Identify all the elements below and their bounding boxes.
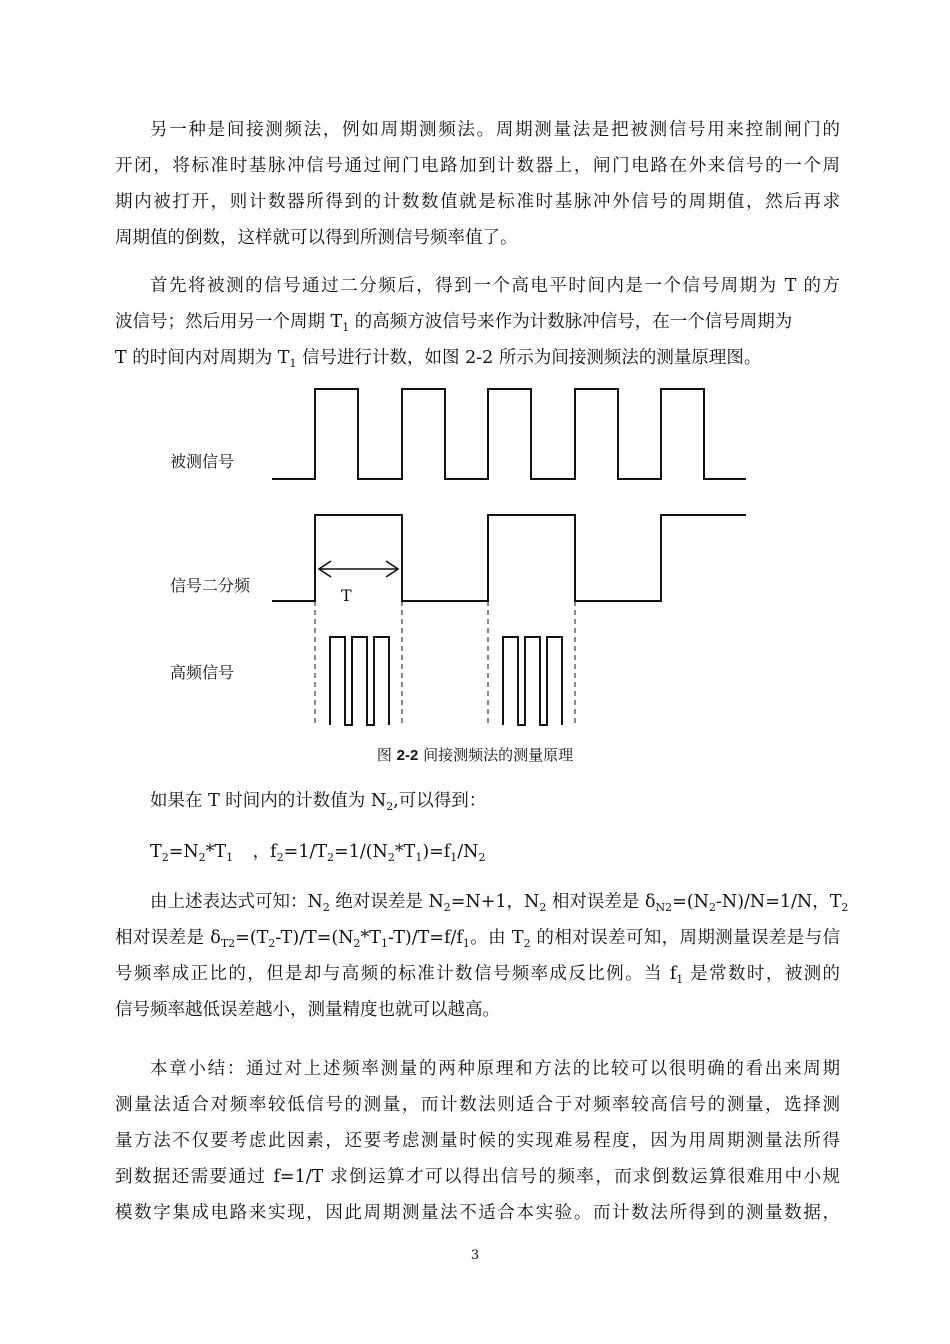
f-t6: =1/(N bbox=[334, 842, 388, 862]
p4l2-g: 的相对误差可知，周期测量误差是与信 bbox=[530, 928, 840, 948]
p4l2-s1: T2 bbox=[220, 937, 236, 950]
f-s5: 2 bbox=[327, 851, 335, 864]
p4l2-s3: 2 bbox=[353, 937, 361, 950]
para2-line3-b: 信号进行计数，如图 2-2 所示为间接测频法的测量原理图。 bbox=[296, 348, 762, 368]
label-period-t: T bbox=[341, 586, 352, 605]
f-t2: =N bbox=[168, 842, 199, 862]
f-t9: /N bbox=[457, 842, 479, 862]
f-t4: ，f bbox=[247, 842, 277, 862]
label-measured-signal: 被测信号 bbox=[170, 452, 235, 471]
para2-line2-sub: 1 bbox=[342, 321, 350, 334]
f-s8: 1 bbox=[450, 851, 458, 864]
p4l2-c: -T)/T=(N bbox=[275, 928, 354, 948]
p4l2-b: =(T bbox=[235, 928, 269, 948]
measured-signal-waveform bbox=[272, 389, 746, 479]
p4l1-s6: 2 bbox=[841, 901, 849, 914]
f-t5: =1/T bbox=[283, 842, 328, 862]
p4l2-s5: 1 bbox=[462, 937, 470, 950]
p4l1-a: 由上述表达式可知：N bbox=[150, 892, 323, 912]
f-s1: 2 bbox=[161, 851, 169, 864]
para2-line3-sub: 1 bbox=[289, 357, 297, 370]
para1-line2: 开闭，将标准时基脉冲信号通过闸门电路加到计数器上，闸门电路在外来信号的一个周 bbox=[115, 156, 840, 176]
p4l3-s1: 1 bbox=[676, 973, 684, 986]
para3-b: ,可以得到： bbox=[393, 791, 487, 811]
p4l1-e: =(N bbox=[672, 892, 709, 912]
label-highfreq-signal: 高频信号 bbox=[170, 663, 235, 682]
p4l2-d: *T bbox=[360, 928, 381, 948]
para1-line3: 期内被打开，则计数器所得到的计数数值就是标准时基脉冲外信号的周期值，然后再求 bbox=[115, 192, 840, 212]
para2-line2-b: 的高频方波信号来作为计数脉冲信号，在一个信号周期为 bbox=[349, 312, 793, 332]
p4l1-f: -N)/N=1/N，T bbox=[715, 892, 842, 912]
p4l2-f: 。由 T bbox=[469, 928, 524, 948]
para4-line1 bbox=[150, 890, 849, 914]
f-s2: 2 bbox=[198, 851, 206, 864]
p4l1-s3: 2 bbox=[539, 901, 547, 914]
highfreq-pulses-group1 bbox=[330, 637, 389, 725]
para4-line2 bbox=[115, 926, 840, 950]
p4l3-b: 是常数时，被测的 bbox=[683, 964, 840, 984]
f-t8: )=f bbox=[422, 842, 451, 862]
caption-number: 2-2 bbox=[396, 747, 419, 764]
para1-line4: 周期值的倒数，这样就可以得到所测信号频率值了。 bbox=[115, 228, 518, 248]
para2-line2-a: 波信号；然后用另一个周期 T bbox=[115, 312, 343, 332]
f-s9: 2 bbox=[478, 851, 486, 864]
label-divided-signal: 信号二分频 bbox=[170, 576, 251, 595]
para5-line5: 模数字集成电路来实现，因此周期测量法不适合本实验。而计数法所得到的测量数据， bbox=[115, 1203, 840, 1223]
f-s4: 2 bbox=[276, 851, 284, 864]
para2-line1: 首先将被测的信号通过二分频后，得到一个高电平时间内是一个信号周期为 T 的方 bbox=[150, 276, 840, 296]
f-s3: 1 bbox=[226, 851, 234, 864]
para5-line4: 到数据还需要通过 f=1/T 求倒运算才可以得出信号的频率，而求倒数运算很难用中小规 bbox=[115, 1167, 840, 1187]
f-s7: 1 bbox=[415, 851, 423, 864]
p4l3-a: 号频率成正比的，但是却与高频的标准计数信号频率成反比例。当 f bbox=[115, 964, 677, 984]
f-t3: *T bbox=[205, 842, 227, 862]
page-number: 3 bbox=[470, 1248, 480, 1263]
f-s6: 2 bbox=[387, 851, 395, 864]
f-t7: *T bbox=[394, 842, 416, 862]
para4-line3 bbox=[115, 962, 840, 986]
para5-line3: 量方法不仅要考虑此因素，还要考虑测量时候的实现难易程度，因为用周期测量法所得 bbox=[115, 1131, 840, 1151]
para4-line4: 信号频率越低误差越小，测量精度也就可以越高。 bbox=[115, 1000, 500, 1020]
timing-diagram bbox=[0, 380, 950, 740]
para3-line bbox=[150, 789, 840, 813]
para1-line1: 另一种是间接测频法，例如周期测频法。周期测量法是把被测信号用来控制闸门的 bbox=[150, 120, 840, 140]
para5-line1: 本章小结：通过对上述频率测量的两种原理和方法的比较可以很明确的看出来周期 bbox=[150, 1059, 840, 1079]
p4l2-e: -T)/T=f/f bbox=[387, 928, 463, 948]
p4l2-s6: 2 bbox=[523, 937, 531, 950]
caption-text: 间接测频法的测量原理 bbox=[418, 746, 574, 764]
p4l1-b: 绝对误差是 N bbox=[329, 892, 444, 912]
p4l1-s4: N2 bbox=[655, 901, 673, 914]
para2-line3 bbox=[115, 346, 840, 370]
para2-line2 bbox=[115, 310, 840, 334]
para2-line3-a: T 的时间内对周期为 T bbox=[115, 348, 290, 368]
p4l1-s1: 2 bbox=[322, 901, 330, 914]
f-t1: T bbox=[150, 842, 162, 862]
formula-line bbox=[150, 840, 840, 864]
para3-sub: 2 bbox=[386, 800, 394, 813]
caption-prefix: 图 bbox=[376, 746, 397, 764]
figure-caption bbox=[0, 744, 950, 765]
highfreq-pulses-group2 bbox=[503, 637, 562, 725]
p4l2-s4: 1 bbox=[380, 937, 388, 950]
p4l1-s2: 2 bbox=[443, 901, 451, 914]
p4l1-s5: 2 bbox=[708, 901, 716, 914]
para5-line2: 测量法适合对频率较低信号的测量，而计数法则适合于对频率较高信号的测量，选择测 bbox=[115, 1095, 840, 1115]
p4l2-s2: 2 bbox=[268, 937, 276, 950]
p4l1-d: 相对误差是 δ bbox=[546, 892, 656, 912]
para3-a: 如果在 T 时间内的计数值为 N bbox=[150, 791, 387, 811]
p4l2-a: 相对误差是 δ bbox=[115, 928, 221, 948]
p4l1-c: =N+1，N bbox=[450, 892, 540, 912]
